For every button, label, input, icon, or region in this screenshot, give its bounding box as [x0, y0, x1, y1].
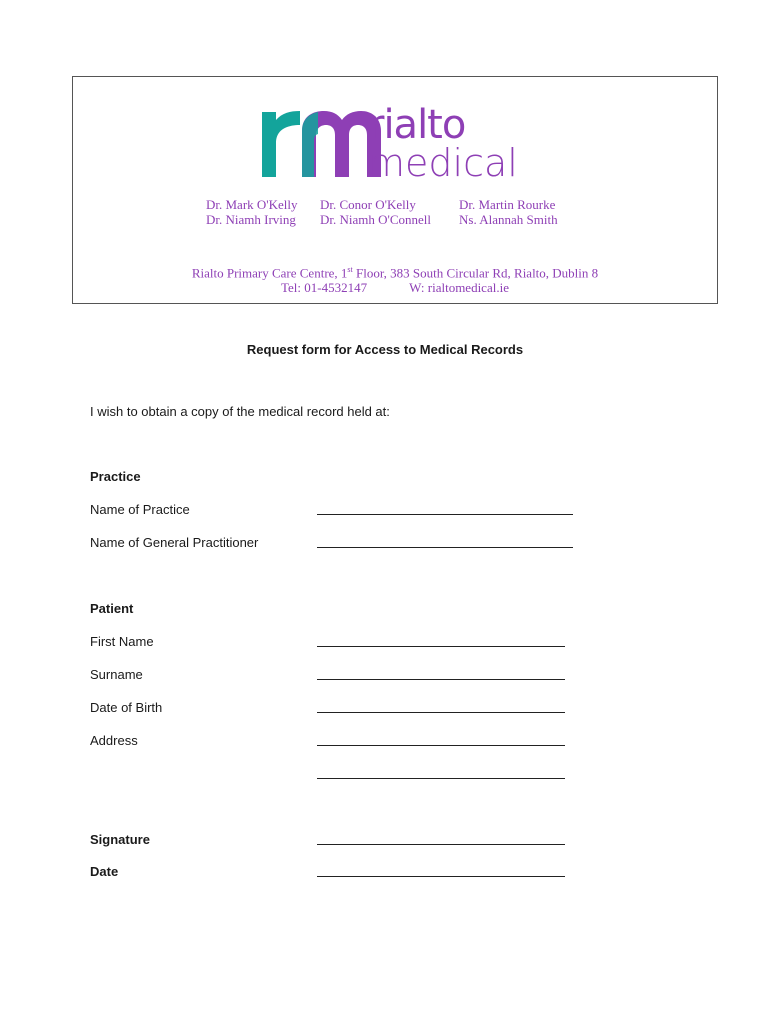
staff-column-1 — [206, 197, 298, 227]
logo-word-rialto: rialto — [368, 102, 466, 148]
surname-field[interactable] — [317, 679, 565, 680]
date-field[interactable] — [317, 876, 565, 877]
staff-name: Dr. Niamh O'Connell — [320, 212, 432, 227]
rialto-medical-logo — [258, 98, 533, 182]
staff-name: Ns. Alannah Smith — [459, 212, 558, 227]
website: W: rialtomedical.ie — [409, 280, 509, 295]
name-of-practice-label: Name of Practice — [90, 502, 190, 517]
staff-name: Dr. Martin Rourke — [459, 197, 556, 212]
contact-line — [72, 280, 718, 296]
patient-heading: Patient — [90, 601, 134, 616]
dob-label: Date of Birth — [90, 700, 163, 715]
telephone: Tel: 01-4532147 — [281, 280, 368, 295]
signature-field[interactable] — [317, 844, 565, 845]
practice-heading: Practice — [90, 469, 141, 484]
first-name-field[interactable] — [317, 646, 565, 647]
name-of-practice-field[interactable] — [317, 514, 573, 515]
date-label: Date — [90, 864, 119, 879]
staff-name: Dr. Conor O'Kelly — [320, 197, 416, 212]
staff-name: Dr. Mark O'Kelly — [206, 197, 298, 212]
address-label: Address — [90, 733, 138, 748]
practice-address: Rialto Primary Care Centre, 1st Floor, 383 South Circular Rd, Rialto, Dublin 8 — [191, 265, 599, 281]
staff-name: Dr. Niamh Irving — [206, 212, 296, 227]
address-field-line-1[interactable] — [317, 745, 565, 746]
dob-field[interactable] — [317, 712, 565, 713]
address-field-line-2[interactable] — [317, 778, 565, 779]
name-of-gp-field[interactable] — [317, 547, 573, 548]
staff-column-2 — [320, 197, 431, 227]
intro-text: I wish to obtain a copy of the medical record held at: — [90, 404, 390, 419]
staff-column-3 — [459, 197, 558, 227]
first-name-label: First Name — [90, 634, 154, 649]
logo-r-mark — [262, 111, 300, 177]
form-title: Request form for Access to Medical Records — [246, 342, 524, 357]
signature-label: Signature — [90, 832, 150, 847]
surname-label: Surname — [90, 667, 143, 682]
logo-word-medical: medical — [368, 141, 518, 182]
name-of-gp-label: Name of General Practitioner — [90, 535, 259, 550]
